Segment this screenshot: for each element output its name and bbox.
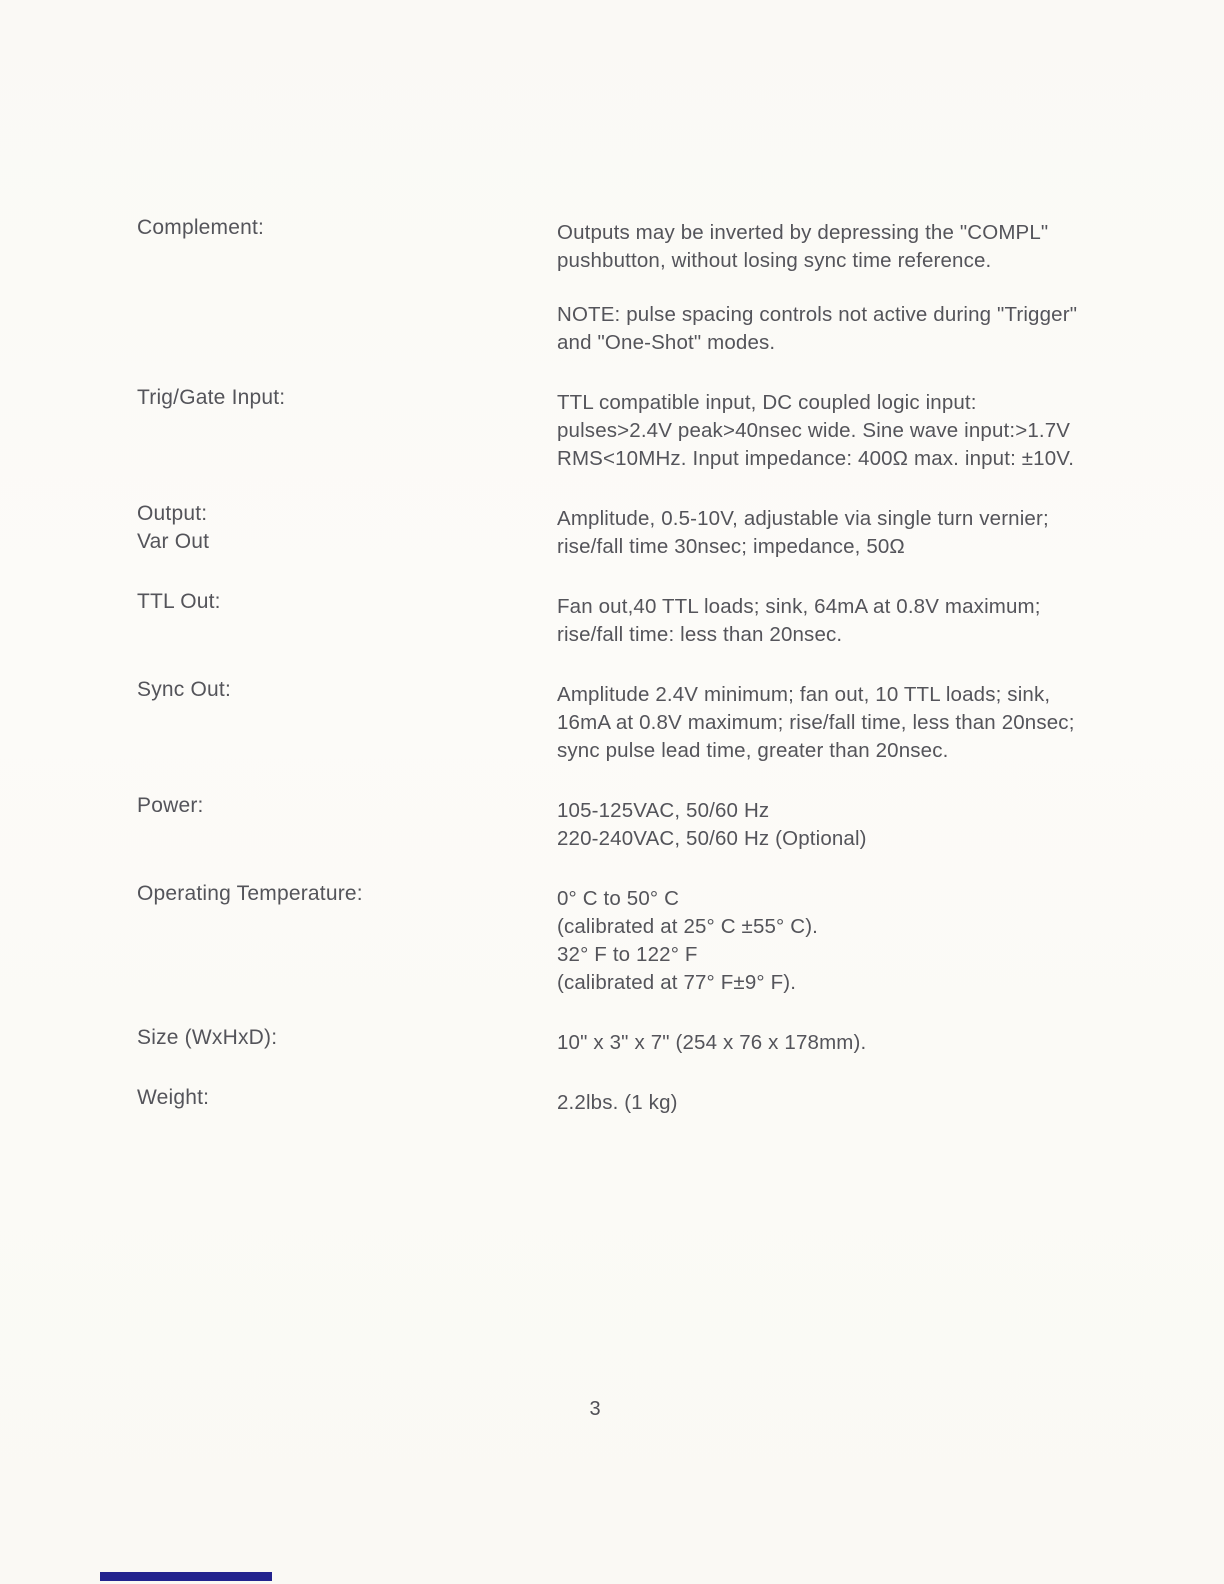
spec-text bbox=[557, 880, 1092, 997]
spec-paragraph: NOTE: pulse spacing controls not active during "Trigger" and "One-Shot" modes. bbox=[557, 303, 1078, 354]
spec-label bbox=[137, 880, 557, 997]
spec-row bbox=[137, 1084, 1097, 1117]
spec-label-line: Var Out bbox=[137, 530, 210, 553]
spec-paragraph: Amplitude, 0.5-10V, adjustable via single turn vernier; rise/fall time 30nsec; impedance, 50Ω bbox=[557, 507, 1049, 558]
spec-text bbox=[557, 384, 1092, 473]
spec-row bbox=[137, 214, 1097, 357]
spec-paragraph: 10" x 3" x 7" (254 x 76 x 178mm). bbox=[557, 1031, 867, 1054]
spec-row bbox=[137, 588, 1097, 649]
spec-text bbox=[557, 214, 1092, 357]
spec-label-line: Complement: bbox=[137, 216, 265, 239]
spec-row bbox=[137, 500, 1097, 561]
spec-label-line: Weight: bbox=[137, 1086, 210, 1109]
footer-underline-mark bbox=[100, 1572, 272, 1581]
spec-label-line: Sync Out: bbox=[137, 678, 232, 701]
spec-label-line: Power: bbox=[137, 794, 204, 817]
spec-label bbox=[137, 792, 557, 853]
spec-row bbox=[137, 880, 1097, 997]
spec-paragraph: Amplitude 2.4V minimum; fan out, 10 TTL loads; sink, 16mA at 0.8V maximum; rise/fall time, less than 20nsec; sync pulse lead time, greater than 20nsec. bbox=[557, 683, 1075, 762]
spec-paragraph: Fan out,40 TTL loads; sink, 64mA at 0.8V maximum; rise/fall time: less than 20nsec. bbox=[557, 595, 1041, 646]
spec-paragraph: 105-125VAC, 50/60 Hz 220-240VAC, 50/60 Hz (Optional) bbox=[557, 799, 867, 850]
spec-text bbox=[557, 792, 1092, 853]
page-number: 3 bbox=[589, 1398, 601, 1420]
spec-label bbox=[137, 500, 557, 561]
spec-label bbox=[137, 384, 557, 473]
spec-label bbox=[137, 1024, 557, 1057]
spec-row bbox=[137, 1024, 1097, 1057]
spec-label bbox=[137, 588, 557, 649]
spec-text bbox=[557, 500, 1092, 561]
spec-row bbox=[137, 384, 1097, 473]
spec-paragraph: Outputs may be inverted by depressing the "COMPL" pushbutton, without losing sync time reference. bbox=[557, 221, 1049, 272]
spec-text bbox=[557, 1084, 1092, 1117]
spec-label-line: Output: bbox=[137, 502, 208, 525]
spec-label-line: TTL Out: bbox=[137, 590, 221, 613]
spec-label-line: Operating Temperature: bbox=[137, 882, 363, 905]
spec-label-line: Size (WxHxD): bbox=[137, 1026, 278, 1049]
spec-label bbox=[137, 214, 557, 357]
spec-row bbox=[137, 676, 1097, 765]
spec-paragraph: 2.2lbs. (1 kg) bbox=[557, 1091, 678, 1114]
spec-text bbox=[557, 1024, 1092, 1057]
spec-paragraph: TTL compatible input, DC coupled logic input: pulses>2.4V peak>40nsec wide. Sine wave input:>1.7V RMS<10MHz. Input impedance: 400Ω max. input: ±10V. bbox=[557, 391, 1075, 470]
spec-text bbox=[557, 588, 1092, 649]
spec-label bbox=[137, 676, 557, 765]
spec-paragraph: 0° C to 50° C (calibrated at 25° C ±55° C). 32° F to 122° F (calibrated at 77° F±9° F). bbox=[557, 887, 819, 994]
spec-row bbox=[137, 792, 1097, 853]
spec-list bbox=[137, 214, 1097, 1144]
spec-label bbox=[137, 1084, 557, 1117]
spec-label-line: Trig/Gate Input: bbox=[137, 386, 286, 409]
spec-text bbox=[557, 676, 1092, 765]
